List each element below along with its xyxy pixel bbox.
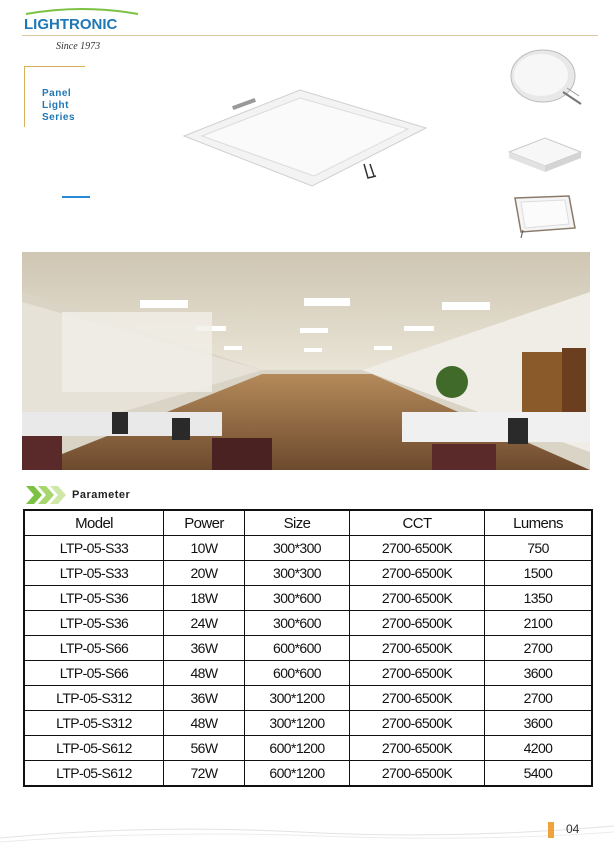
cell-model: LTP-05-S312 [24,686,164,711]
table-row [24,686,592,711]
cell-power: 56W [164,736,245,761]
cell-lumens: 1350 [485,586,593,611]
cell-model: LTP-05-S312 [24,711,164,736]
page-number: 04 [566,822,580,836]
series-title [42,88,84,124]
chevron-arrows-icon [26,484,70,506]
lightronic-logo [22,8,142,34]
cell-lumens: 3600 [485,661,593,686]
column-header-cct: CCT [350,510,485,536]
surface-panel-light-image [505,126,585,180]
cell-model: LTP-05-S66 [24,636,164,661]
cell-cct: 2700-6500K [350,636,485,661]
table-row [24,561,592,586]
footer-decoration [0,818,614,844]
cell-lumens: 1500 [485,561,593,586]
cell-lumens: 750 [485,536,593,561]
cell-cct: 2700-6500K [350,736,485,761]
cell-power: 24W [164,611,245,636]
cell-size: 300*1200 [245,686,350,711]
cell-size: 600*1200 [245,736,350,761]
header-divider [22,35,598,36]
cell-lumens: 2100 [485,611,593,636]
cell-power: 48W [164,661,245,686]
cell-size: 300*300 [245,536,350,561]
cell-cct: 2700-6500K [350,761,485,787]
cell-size: 300*600 [245,611,350,636]
specification-table [23,509,593,787]
office-interior-photo [22,252,590,470]
cell-cct: 2700-6500K [350,611,485,636]
series-title-line2: Series [42,112,76,123]
column-header-size: Size [245,510,350,536]
cell-size: 600*600 [245,636,350,661]
cell-power: 10W [164,536,245,561]
cell-power: 18W [164,586,245,611]
cell-cct: 2700-6500K [350,536,485,561]
cell-power: 36W [164,636,245,661]
cell-cct: 2700-6500K [350,586,485,611]
column-header-lumens: Lumens [485,510,593,536]
cell-cct: 2700-6500K [350,686,485,711]
cell-cct: 2700-6500K [350,661,485,686]
cell-lumens: 5400 [485,761,593,787]
cell-size: 300*1200 [245,711,350,736]
table-row [24,636,592,661]
blue-accent-dash [62,196,90,198]
table-row [24,611,592,636]
cell-size: 600*600 [245,661,350,686]
cell-size: 300*600 [245,586,350,611]
table-header-row [24,510,592,536]
series-label-box [24,66,84,126]
logo-text: LIGHTRONIC [24,16,118,33]
cell-lumens: 2700 [485,636,593,661]
cell-lumens: 3600 [485,711,593,736]
cell-lumens: 2700 [485,686,593,711]
column-header-model: Model [24,510,164,536]
cell-model: LTP-05-S36 [24,586,164,611]
cell-model: LTP-05-S33 [24,561,164,586]
table-row [24,586,592,611]
cell-cct: 2700-6500K [350,711,485,736]
cell-size: 300*300 [245,561,350,586]
recessed-square-light-image [505,190,585,240]
cell-cct: 2700-6500K [350,561,485,586]
cell-size: 600*1200 [245,761,350,787]
square-panel-light-image [180,86,430,190]
table-row [24,661,592,686]
cell-lumens: 4200 [485,736,593,761]
table-row [24,736,592,761]
cell-power: 72W [164,761,245,787]
table-row [24,536,592,561]
cell-model: LTP-05-S612 [24,736,164,761]
cell-model: LTP-05-S66 [24,661,164,686]
cell-power: 20W [164,561,245,586]
parameter-label: Parameter [72,489,131,501]
cell-model: LTP-05-S33 [24,536,164,561]
cell-power: 36W [164,686,245,711]
table-row [24,761,592,787]
parameter-header [26,484,226,506]
table-row [24,711,592,736]
column-header-power: Power [164,510,245,536]
cell-power: 48W [164,711,245,736]
series-title-line1: Panel Light [42,88,72,111]
cell-model: LTP-05-S612 [24,761,164,787]
round-panel-light-image [505,44,585,110]
tagline: Since 1973 [56,41,101,52]
cell-model: LTP-05-S36 [24,611,164,636]
